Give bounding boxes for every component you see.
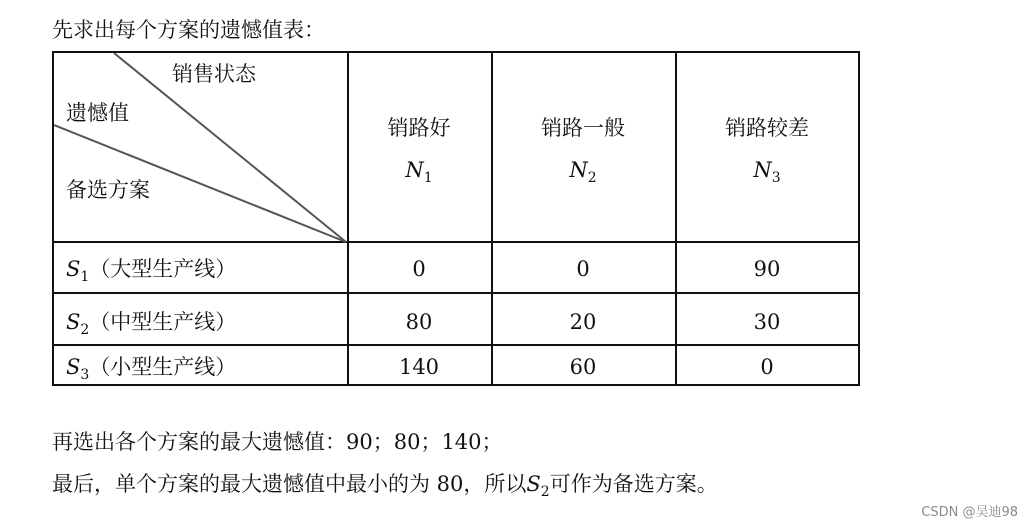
- grid-line: [491, 53, 493, 384]
- table-cell: 90: [753, 257, 781, 281]
- table-cell: 30: [753, 310, 781, 334]
- grid-line: [675, 53, 677, 384]
- column-header-label: 销路好: [387, 116, 451, 140]
- table-cell: 0: [760, 355, 774, 379]
- table-cell: 60: [569, 355, 597, 379]
- column-header-poor: [697, 115, 837, 191]
- footer-line-1: 再选出各个方案的最大遗憾值：90；80；140；: [52, 430, 503, 454]
- intro-text: 先求出每个方案的遗憾值表：: [52, 18, 325, 42]
- regret-table: [52, 51, 860, 386]
- row-label-s3: $S_3$（小型生产线）: [66, 355, 237, 383]
- corner-regret-label: 遗憾值: [66, 101, 129, 125]
- corner-alternatives-label: 备选方案: [66, 178, 150, 202]
- table-cell: 20: [569, 310, 597, 334]
- column-header-good: [349, 115, 489, 191]
- watermark: CSDN @吴迪98: [921, 505, 1018, 520]
- table-cell: 0: [412, 257, 426, 281]
- column-header-average: [513, 115, 653, 191]
- row-label-s2: $S_2$（中型生产线）: [66, 310, 237, 338]
- column-header-symbol: $N_2$: [569, 158, 597, 186]
- footer-line-2: 最后，单个方案的最大遗憾值中最小的为 80，所以$S_2$可作为备选方案。: [52, 472, 718, 500]
- column-header-symbol: $N_3$: [753, 158, 781, 186]
- table-cell: 0: [576, 257, 590, 281]
- column-header-label: 销路一般: [541, 116, 625, 140]
- table-cell: 80: [405, 310, 433, 334]
- grid-line: [54, 292, 858, 294]
- column-header-label: 销路较差: [725, 116, 809, 140]
- corner-sales-state-label: 销售状态: [172, 62, 256, 86]
- grid-line: [54, 344, 858, 346]
- table-cell: 140: [398, 355, 440, 379]
- column-header-symbol: $N_1$: [405, 158, 433, 186]
- row-label-s1: $S_1$（大型生产线）: [66, 257, 237, 285]
